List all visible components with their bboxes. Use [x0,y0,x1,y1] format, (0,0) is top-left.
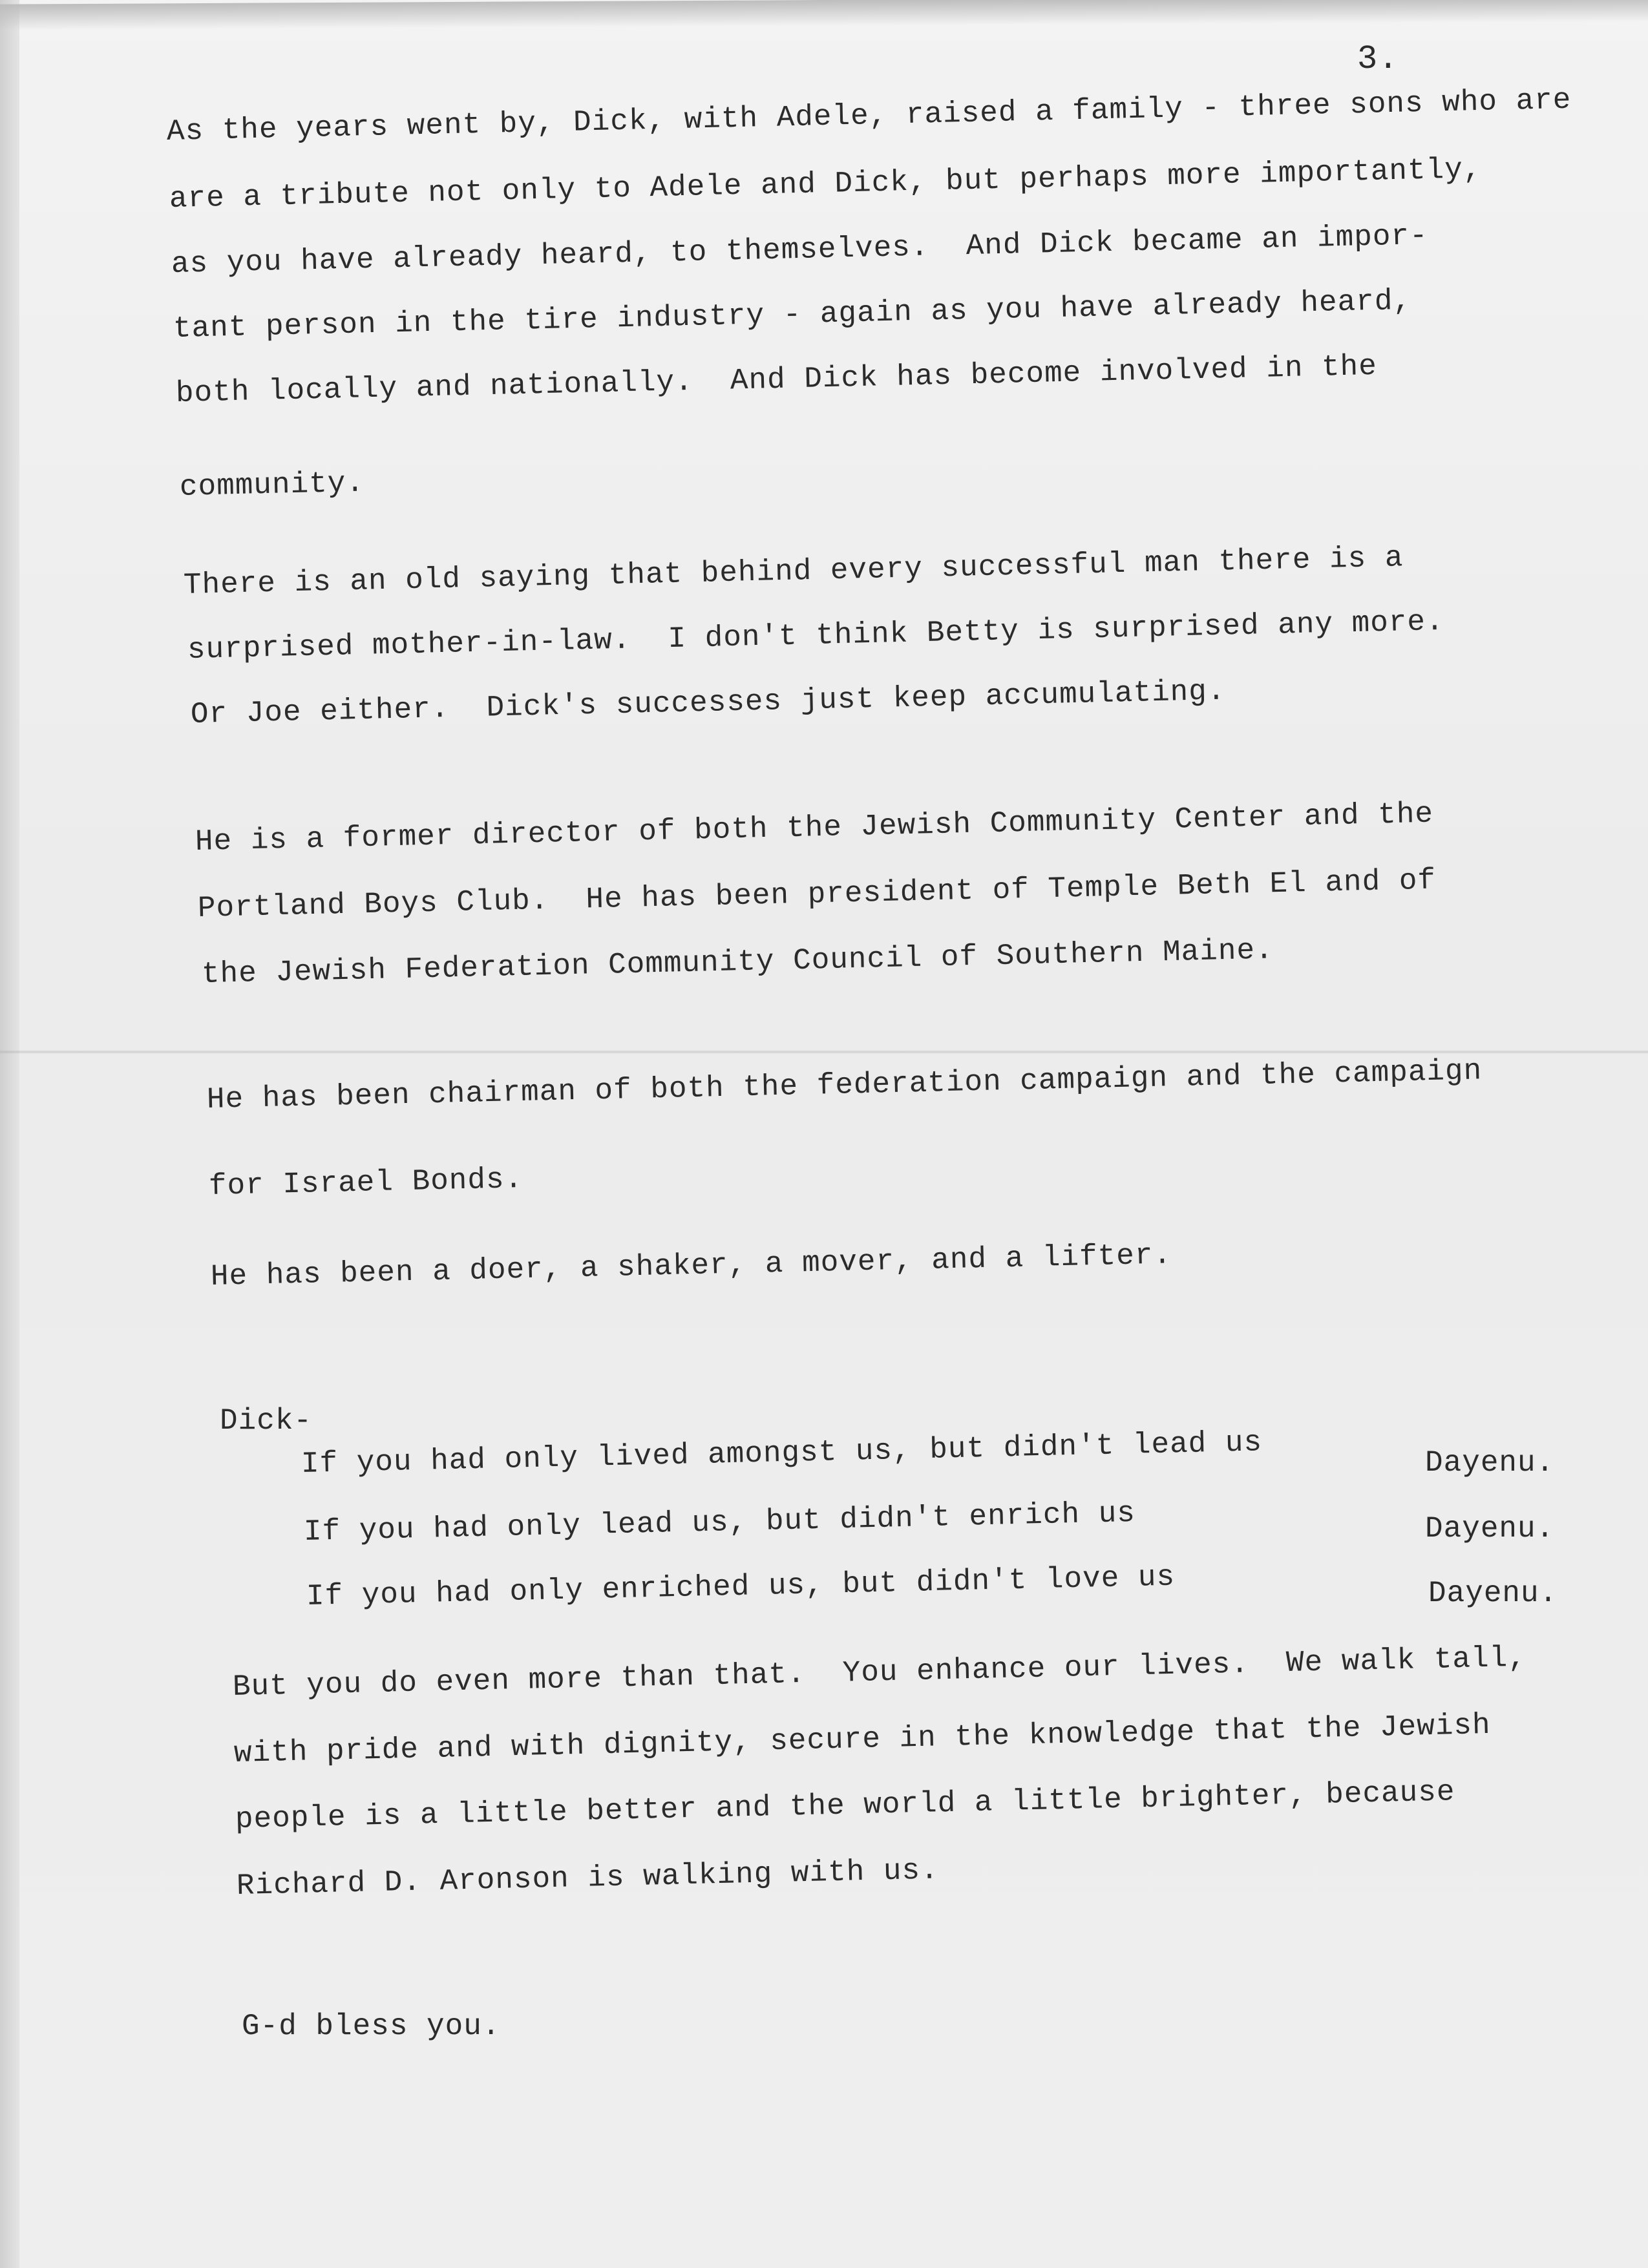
paragraph-1-line-6: community. [179,466,365,504]
dayenu-line-2: If you had only lead us, but didn't enrich us [303,1496,1136,1549]
paragraph-4-line-2: for Israel Bonds. [208,1162,523,1203]
paragraph-3-line-1: He is a former director of both the Jewish Community Center and the [195,797,1434,859]
paragraph-2-line-2: surprised mother-in-law. I don't think Betty is surprised any more. [187,604,1445,667]
dayenu-refrain-2: Dayenu. [1425,1512,1555,1546]
paragraph-1-line-5: both locally and nationally. And Dick has become involved in the [175,349,1378,410]
page-number: 3. [1357,40,1399,78]
closing-line-2: with pride and with dignity, secure in the knowledge that the Jewish [233,1708,1492,1770]
salutation: Dick- [220,1404,313,1438]
paragraph-4-line-1: He has been chairman of both the federation campaign and the campaign [206,1054,1483,1117]
paragraph-1-line-2: are a tribute not only to Adele and Dick, but perhaps more importantly, [169,152,1482,216]
dayenu-refrain-1: Dayenu. [1425,1446,1555,1480]
paragraph-1-line-4: tant person in the tire industry - again as you have already heard, [173,284,1412,346]
paragraph-1-line-1: As the years went by, Dick, with Adele, raised a family - three sons who are [166,83,1572,149]
closing-line-1: But you do even more than that. You enhance our lives. We walk tall, [232,1641,1527,1704]
blessing: G-d bless you. [242,2010,501,2043]
closing-line-3: people is a little better and the world a little brighter, because [235,1775,1456,1836]
dayenu-line-3: If you had only enriched us, but didn't love us [306,1560,1176,1613]
paragraph-2-line-1: There is an old saying that behind every successful man there is a [183,541,1404,602]
closing-line-4: Richard D. Aronson is walking with us. [236,1853,940,1903]
dayenu-line-1: If you had only lived amongst us, but didn't lead us [301,1425,1263,1481]
dayenu-refrain-3: Dayenu. [1428,1577,1558,1610]
paragraph-2-line-3: Or Joe either. Dick's successes just keep accumulating. [190,674,1227,731]
paragraph-4-line-3: He has been a doer, a shaker, a mover, and a lifter. [210,1238,1172,1294]
paragraph-3-line-2: Portland Boys Club. He has been president of Temple Beth El and of [197,863,1437,925]
paragraph-3-line-3: the Jewish Federation Community Council of Southern Maine. [201,933,1274,991]
paragraph-1-line-3: as you have already heard, to themselves. And Dick became an impor- [171,218,1429,281]
